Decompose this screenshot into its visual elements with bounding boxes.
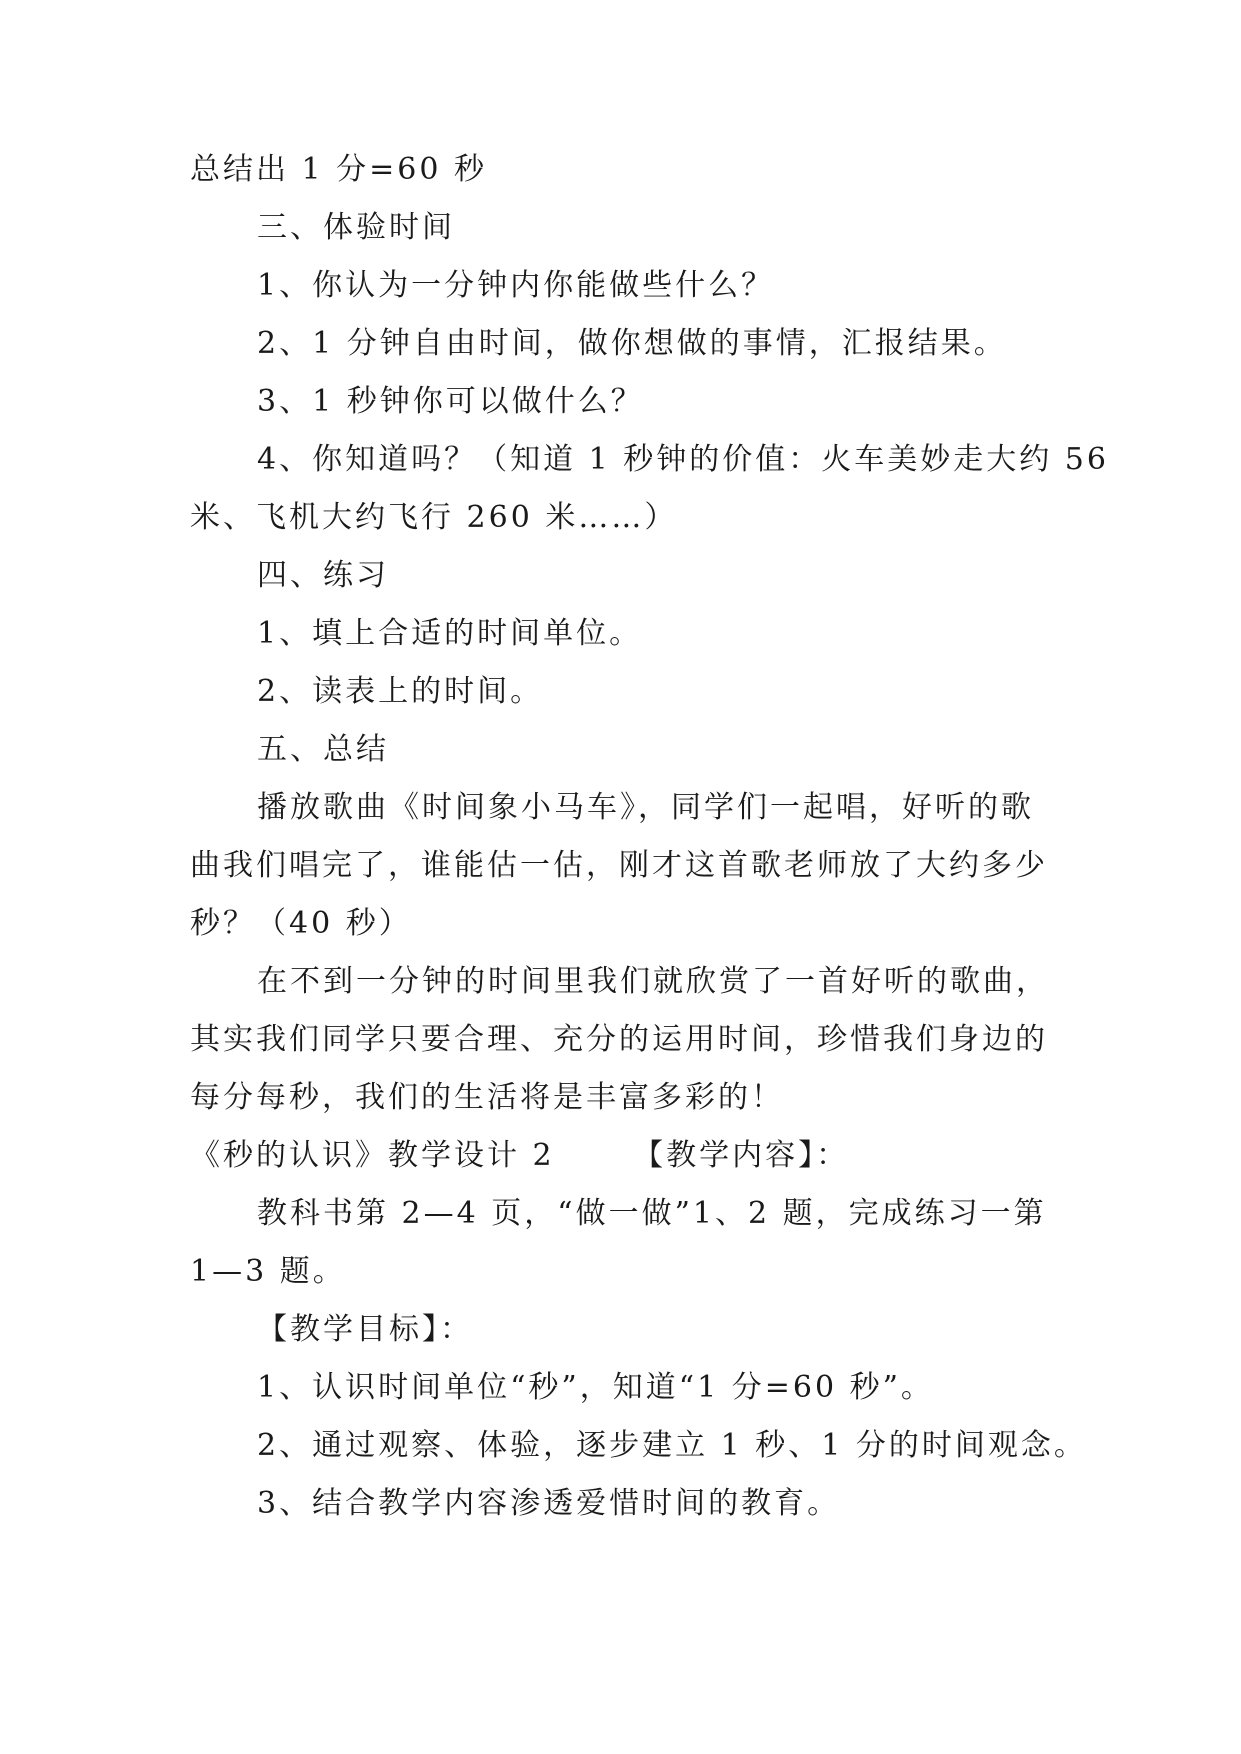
text-line: 3、结合教学内容渗透爱惜时间的教育。 (257, 1486, 841, 1521)
section-heading: 三、体验时间 (257, 210, 455, 245)
text-line: 总结出 1 分=60 秒 (190, 152, 488, 187)
section-heading: 【教学目标】： (257, 1312, 473, 1347)
text-line: 秒？（40 秒） (190, 906, 412, 941)
text-line: 4、你知道吗？（知道 1 秒钟的价值：火车美妙走大约 56 (257, 442, 1109, 477)
text-line: 3、1 秒钟你可以做什么？ (257, 384, 644, 419)
text-line: 1、你认为一分钟内你能做些什么？ (257, 268, 775, 303)
text-line: 2、通过观察、体验，逐步建立 1 秒、1 分的时间观念。 (257, 1428, 1087, 1463)
text-line: 在不到一分钟的时间里我们就欣赏了一首好听的歌曲， (257, 964, 1049, 999)
text-line: 曲我们唱完了，谁能估一估，刚才这首歌老师放了大约多少 (190, 848, 1048, 883)
text-line: 1—3 题。 (190, 1254, 346, 1289)
document-title: 《秒的认识》教学设计 2 【教学内容】： (190, 1138, 850, 1173)
section-heading: 五、总结 (257, 732, 389, 767)
text-line: 教科书第 2—4 页，“做一做”1、2 题，完成练习一第 (257, 1196, 1047, 1231)
section-heading: 四、练习 (257, 558, 389, 593)
text-line: 每分每秒，我们的生活将是丰富多彩的！ (190, 1080, 784, 1115)
text-line: 2、1 分钟自由时间，做你想做的事情，汇报结果。 (257, 326, 1007, 361)
text-line: 2、读表上的时间。 (257, 674, 544, 709)
text-line: 1、填上合适的时间单位。 (257, 616, 643, 651)
text-line: 米、飞机大约飞行 260 米……） (190, 500, 678, 535)
text-line: 其实我们同学只要合理、充分的运用时间，珍惜我们身边的 (190, 1022, 1048, 1057)
text-line: 1、认识时间单位“秒”，知道“1 分=60 秒”。 (257, 1370, 934, 1405)
text-line: 播放歌曲《时间象小马车》，同学们一起唱，好听的歌 (257, 790, 1034, 825)
